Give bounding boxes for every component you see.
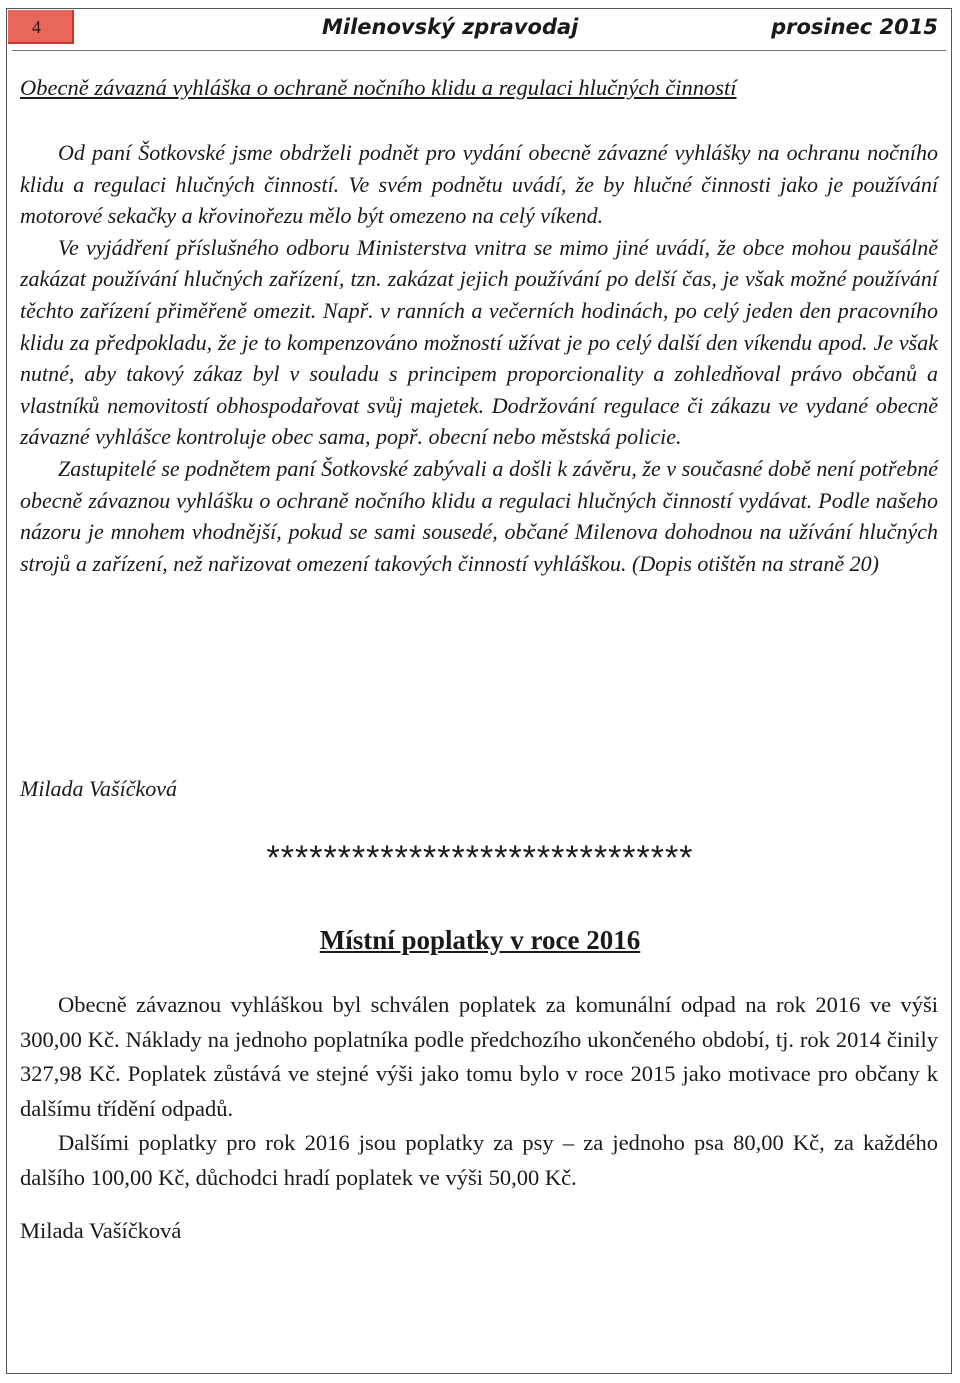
- header-divider: [12, 50, 946, 51]
- article-body: [20, 988, 938, 1195]
- section-separator: ******************************: [266, 839, 694, 877]
- article-title: Místní poplatky v roce 2016: [319, 925, 641, 955]
- article-body: [20, 137, 938, 579]
- article-paragraph: Ve vyjádření příslušného odboru Ministerstva vnitra se mimo jiné uvádí, že obce mohou paušálně zakázat používání hlučných zařízení, tzn. zakázat jejich používání po delší čas, je však možné používání těchto zařízení přiměřeně omezit. Např. v ranních a večerních hodinách, po celý jeden den pracovního klidu za předpokladu, že je to kompenzováno možností užívat je po celý další den víkendu apod. Je však nutné, aby takový zákaz byl v souladu s principem proporcionality a zohledňoval právo občanů a vlastníků nemovitostí obhospodařovat svůj majetek. Dodržování regulace či zákazu ve vydané obecně závazné vyhlášce kontroluje obec sama, popř. obecní nebo městská policie.: [20, 234, 938, 450]
- article-title: Obecně závazná vyhláška o ochraně nočního klidu a regulaci hlučných činností: [20, 75, 737, 100]
- publication-title: Milenovský zpravodaj: [322, 15, 579, 39]
- article-signature: Milada Vašíčková: [20, 776, 178, 801]
- page-number-badge: 4: [8, 10, 74, 44]
- article-paragraph: Obecně závaznou vyhláškou byl schválen poplatek za komunální odpad na rok 2016 ve výši 300,00 Kč. Náklady na jednoho poplatníka podle předchozího ukončeného období, tj. rok 2014 činily 327,98 Kč. Poplatek zůstává ve stejné výši jako tomu bylo v roce 2015 jako motivace pro občany k dalšímu třídění odpadů.: [20, 992, 938, 1121]
- article-signature: Milada Vašíčková: [20, 1218, 182, 1243]
- article-paragraph: Zastupitelé se podnětem paní Šotkovské zabývali a došli k závěru, že v současné době není potřebné obecně závaznou vyhlášku o ochraně nočního klidu a regulaci hlučných činností vydávat. Podle našeho názoru je mnohem vhodnější, pokud se sami sousedé, občané Milenova dohodnou na užívání hlučných strojů a zařízení, než nařizovat omezení takových činností vyhláškou. (Dopis otištěn na straně 20): [20, 455, 938, 576]
- article-paragraph: Dalšími poplatky pro rok 2016 jsou poplatky za psy – za jednoho psa 80,00 Kč, za každého dalšího 100,00 Kč, důchodci hradí poplatek ve výši 50,00 Kč.: [20, 1130, 938, 1190]
- issue-date: prosinec 2015: [771, 15, 938, 39]
- article-paragraph: Od paní Šotkovské jsme obdrželi podnět pro vydání obecně závazné vyhlášky na ochranu nočního klidu a regulaci hlučných činností. Ve svém podnětu uvádí, že by hlučné činnosti jako je používání motorové sekačky a křovinořezu mělo být omezeno na celý víkend.: [20, 140, 938, 229]
